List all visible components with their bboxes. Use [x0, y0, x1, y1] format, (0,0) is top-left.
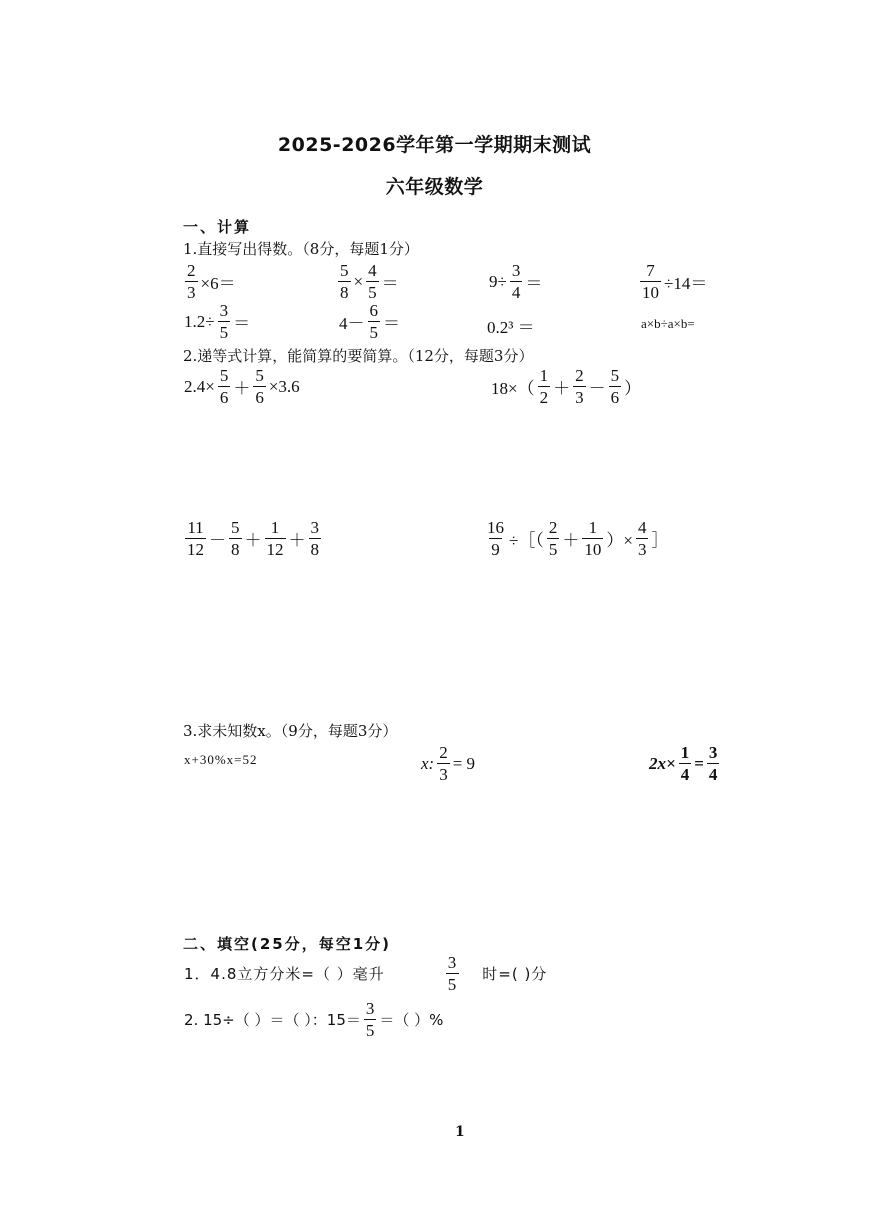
q1-item-d: $\frac{7}{10}$ ÷14＝ [642, 261, 708, 302]
page-number: 1 [455, 1124, 465, 1140]
q1-item-b: $\frac{5}{8}$ × $\frac{4}{5}$ ＝ [340, 261, 399, 302]
exam-subtitle: 六年级数学 [385, 176, 484, 198]
fraction: $\frac{4}{3}$ [637, 518, 647, 559]
fraction: $\frac{3}{8}$ [310, 518, 319, 559]
fraction: $\frac{5}{6}$ [219, 366, 229, 407]
q1-item-e: 1.2÷ $\frac{3}{5}$ ＝ [184, 301, 251, 342]
fraction: $\frac{11}{12}$ [187, 518, 204, 559]
fraction: $\frac{1}{4}$ [680, 743, 690, 784]
fill-question-2: 2. 15÷（ ）＝（ ）：15＝ $\frac{3}{5}$ ＝（ ）% [184, 999, 444, 1040]
fraction: $\frac{16}{9}$ [487, 518, 504, 559]
q1-item-a: $\frac{2}{3}$ ×6＝ [187, 261, 236, 302]
fraction: $\frac{1}{12}$ [266, 518, 284, 559]
q1-item-c: 9÷ $\frac{3}{4}$ ＝ [489, 261, 543, 302]
fraction: $\frac{3}{5}$ [219, 301, 229, 342]
q1-item-f: 4－ $\frac{6}{5}$ ＝ [339, 301, 400, 342]
fraction: $\frac{4}{5}$ [368, 261, 377, 302]
fraction: $\frac{5}{8}$ [340, 261, 349, 302]
fraction: $\frac{5}{6}$ [610, 366, 620, 407]
fraction: $\frac{2}{3}$ [575, 366, 584, 407]
fraction: $\frac{2}{5}$ [548, 518, 558, 559]
question-1-label: 1.直接写出得数。（8分，每题1分） [183, 240, 419, 258]
fraction: $\frac{5}{6}$ [255, 366, 264, 407]
fraction: $\frac{3}{5}$ [365, 999, 375, 1040]
fraction: $\frac{3}{4}$ [708, 743, 718, 784]
question-2-label: 2.递等式计算，能简算的要简算。（12分，每题3分） [183, 347, 534, 365]
question-3-label: 3.求未知数x。（9分，每题3分） [183, 722, 398, 740]
fraction: $\frac{1}{10}$ [584, 518, 602, 559]
fraction: $\frac{3}{5}$ [447, 953, 458, 994]
q2-expression-1: 2.4× $\frac{5}{6}$ ＋ $\frac{5}{6}$ ×3.6 [184, 366, 300, 407]
exam-title: 2025-2026学年第一学期期末测试 [277, 134, 592, 156]
fraction: $\frac{2}{3}$ [439, 743, 448, 784]
q3-equation-3: 2x× $\frac{1}{4}$ = $\frac{3}{4}$ [649, 743, 718, 784]
fraction: $\frac{5}{8}$ [231, 518, 240, 559]
q3-equation-1: x+30%x=52 [184, 752, 258, 767]
fraction: $\frac{2}{3}$ [187, 261, 196, 302]
section-heading-fill: 二、填空(25分，每空1分) [183, 935, 392, 953]
q1-item-h: a×b÷a×b= [641, 316, 695, 331]
fraction: $\frac{3}{4}$ [511, 261, 521, 302]
q3-equation-2: x: $\frac{2}{3}$ = 9 [421, 743, 476, 784]
q2-expression-4: $\frac{16}{9}$ ÷［（ $\frac{2}{5}$ ＋ $\frac{1}{10}$ ）× $\frac{4}{3}$ ］ [487, 518, 669, 559]
q2-expression-2: 18×（ $\frac{1}{2}$ ＋ $\frac{2}{3}$ － $\frac{5}{6}$ ） [491, 366, 642, 407]
fill-question-1: 1．4.8立方分米=（ ）毫升 $\frac{3}{5}$ 时=( )分 [184, 953, 548, 994]
fraction: $\frac{1}{2}$ [539, 366, 549, 407]
fraction: $\frac{6}{5}$ [369, 301, 378, 342]
q1-item-g: 0.2³ ＝ [487, 318, 535, 337]
fraction: $\frac{7}{10}$ [642, 261, 659, 302]
q2-expression-3: $\frac{11}{12}$ － $\frac{5}{8}$ ＋ $\frac{1}{12}$ ＋ $\frac{3}{8}$ [187, 518, 319, 559]
section-heading-calc: 一、计算 [183, 218, 252, 236]
